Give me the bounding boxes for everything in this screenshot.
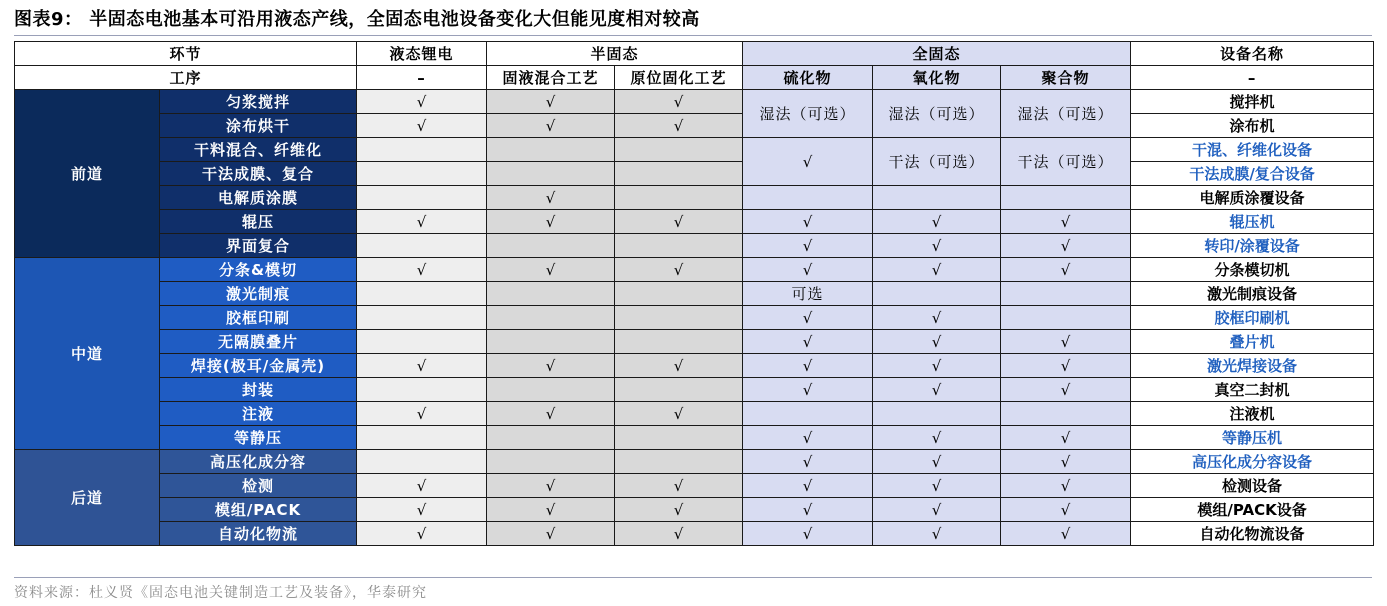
check-cell: √ — [873, 210, 1001, 234]
equipment-cell: 叠片机 — [1131, 330, 1374, 354]
optional-cell: 湿法（可选） — [873, 90, 1001, 138]
empty-cell — [357, 282, 487, 306]
empty-cell — [357, 138, 487, 162]
empty-cell — [487, 450, 615, 474]
check-cell: √ — [1001, 258, 1131, 282]
check-cell: √ — [1001, 354, 1131, 378]
check-cell: √ — [743, 234, 873, 258]
check-cell: √ — [743, 258, 873, 282]
step-cell: 注液 — [160, 402, 357, 426]
table-row — [15, 378, 1374, 402]
check-cell: √ — [743, 330, 873, 354]
check-cell: √ — [1001, 522, 1131, 546]
empty-cell — [487, 234, 615, 258]
empty-cell — [615, 234, 743, 258]
check-cell: √ — [743, 426, 873, 450]
empty-cell — [357, 426, 487, 450]
check-cell: √ — [487, 114, 615, 138]
empty-cell — [615, 330, 743, 354]
header-all-solid: 全固态 — [743, 42, 1131, 66]
empty-cell — [873, 402, 1001, 426]
empty-cell — [487, 282, 615, 306]
step-cell: 干料混合、纤维化 — [160, 138, 357, 162]
header-process: 工序 — [15, 66, 357, 90]
check-cell: √ — [1001, 210, 1131, 234]
step-cell: 高压化成分容 — [160, 450, 357, 474]
equipment-cell: 辊压机 — [1131, 210, 1374, 234]
empty-cell — [357, 234, 487, 258]
check-cell: √ — [873, 378, 1001, 402]
table-row — [15, 114, 1374, 138]
check-cell: √ — [873, 330, 1001, 354]
step-cell: 无隔膜叠片 — [160, 330, 357, 354]
check-cell: √ — [487, 90, 615, 114]
empty-cell — [357, 306, 487, 330]
check-cell: √ — [615, 402, 743, 426]
equipment-cell: 激光焊接设备 — [1131, 354, 1374, 378]
check-cell: √ — [1001, 426, 1131, 450]
step-cell: 辊压 — [160, 210, 357, 234]
step-cell: 胶框印刷 — [160, 306, 357, 330]
check-cell: √ — [487, 354, 615, 378]
empty-cell — [615, 138, 743, 162]
step-cell: 焊接(极耳/金属壳) — [160, 354, 357, 378]
source-note: 资料来源：杜义贤《固态电池关键制造工艺及装备》，华泰研究 — [14, 585, 427, 601]
check-cell: √ — [487, 474, 615, 498]
check-cell: √ — [873, 258, 1001, 282]
check-cell: √ — [743, 378, 873, 402]
step-cell: 分条&模切 — [160, 258, 357, 282]
check-cell: √ — [357, 210, 487, 234]
check-cell: √ — [487, 186, 615, 210]
check-cell: √ — [743, 522, 873, 546]
table-row — [15, 450, 1374, 474]
check-cell: √ — [743, 210, 873, 234]
optional-cell: 湿法（可选） — [1001, 90, 1131, 138]
check-cell: √ — [487, 210, 615, 234]
table-row — [15, 258, 1374, 282]
optional-cell: 干法（可选） — [1001, 138, 1131, 186]
empty-cell — [1001, 402, 1131, 426]
check-cell: √ — [487, 258, 615, 282]
table-row — [15, 210, 1374, 234]
group-back: 后道 — [15, 450, 160, 546]
empty-cell — [615, 162, 743, 186]
check-cell: √ — [743, 306, 873, 330]
table-row — [15, 186, 1374, 210]
equipment-cell: 电解质涂覆设备 — [1131, 186, 1374, 210]
header-semi-insitu: 原位固化工艺 — [615, 66, 743, 90]
empty-cell — [487, 426, 615, 450]
check-cell: √ — [1001, 234, 1131, 258]
empty-cell — [743, 402, 873, 426]
table-row — [15, 426, 1374, 450]
equipment-cell: 干混、纤维化设备 — [1131, 138, 1374, 162]
check-cell: √ — [615, 354, 743, 378]
equipment-cell: 注液机 — [1131, 402, 1374, 426]
figure-title: 图表9： 半固态电池基本可沿用液态产线，全固态电池设备变化大但能见度相对较高 — [14, 9, 700, 30]
check-cell: √ — [615, 210, 743, 234]
step-cell: 涂布烘干 — [160, 114, 357, 138]
process-equipment-table — [14, 41, 1374, 546]
check-cell: √ — [615, 114, 743, 138]
check-cell: √ — [615, 90, 743, 114]
step-cell: 封装 — [160, 378, 357, 402]
group-front: 前道 — [15, 90, 160, 258]
equipment-cell: 激光制痕设备 — [1131, 282, 1374, 306]
check-cell: √ — [743, 138, 873, 186]
empty-cell — [487, 378, 615, 402]
header-polymer: 聚合物 — [1001, 66, 1131, 90]
check-cell: √ — [1001, 498, 1131, 522]
empty-cell — [615, 186, 743, 210]
empty-cell — [487, 162, 615, 186]
equipment-cell: 等静压机 — [1131, 426, 1374, 450]
check-cell: √ — [1001, 330, 1131, 354]
table-row — [15, 282, 1374, 306]
check-cell: √ — [873, 522, 1001, 546]
table-row — [15, 234, 1374, 258]
check-cell: √ — [1001, 474, 1131, 498]
equipment-cell: 真空二封机 — [1131, 378, 1374, 402]
empty-cell — [615, 282, 743, 306]
check-cell: √ — [487, 498, 615, 522]
check-cell: √ — [743, 354, 873, 378]
step-cell: 检测 — [160, 474, 357, 498]
step-cell: 自动化物流 — [160, 522, 357, 546]
check-cell: √ — [357, 258, 487, 282]
empty-cell — [357, 378, 487, 402]
empty-cell — [357, 186, 487, 210]
check-cell: √ — [615, 474, 743, 498]
empty-cell — [615, 426, 743, 450]
empty-cell — [487, 330, 615, 354]
table-row — [15, 522, 1374, 546]
check-cell: √ — [873, 498, 1001, 522]
check-cell: √ — [357, 522, 487, 546]
check-cell: √ — [615, 522, 743, 546]
table-row — [15, 354, 1374, 378]
check-cell: √ — [743, 498, 873, 522]
check-cell: √ — [357, 114, 487, 138]
check-cell: √ — [357, 90, 487, 114]
equipment-cell: 检测设备 — [1131, 474, 1374, 498]
equipment-cell: 分条模切机 — [1131, 258, 1374, 282]
equipment-cell: 搅拌机 — [1131, 90, 1374, 114]
check-cell: √ — [357, 354, 487, 378]
header-semi-solid: 半固态 — [487, 42, 743, 66]
header-row-2 — [15, 66, 1374, 90]
optional-cell: 可选 — [743, 282, 873, 306]
check-cell: √ — [743, 474, 873, 498]
empty-cell — [615, 450, 743, 474]
table-row — [15, 138, 1374, 162]
step-cell: 激光制痕 — [160, 282, 357, 306]
step-cell: 电解质涂膜 — [160, 186, 357, 210]
check-cell: √ — [487, 402, 615, 426]
check-cell: √ — [873, 306, 1001, 330]
empty-cell — [615, 378, 743, 402]
check-cell: √ — [873, 354, 1001, 378]
table-row — [15, 474, 1374, 498]
optional-cell: 干法（可选） — [873, 138, 1001, 186]
empty-cell — [357, 450, 487, 474]
step-cell: 界面复合 — [160, 234, 357, 258]
empty-cell — [357, 330, 487, 354]
table-row — [15, 162, 1374, 186]
empty-cell — [487, 306, 615, 330]
check-cell: √ — [1001, 378, 1131, 402]
header-oxide: 氧化物 — [873, 66, 1001, 90]
empty-cell — [873, 282, 1001, 306]
table-row — [15, 402, 1374, 426]
step-cell: 干法成膜、复合 — [160, 162, 357, 186]
optional-cell: 湿法（可选） — [743, 90, 873, 138]
header-sulfide: 硫化物 — [743, 66, 873, 90]
equipment-cell: 模组/PACK设备 — [1131, 498, 1374, 522]
check-cell: √ — [615, 498, 743, 522]
table-row — [15, 306, 1374, 330]
header-semi-mixed: 固液混合工艺 — [487, 66, 615, 90]
header-liquid: 液态锂电 — [357, 42, 487, 66]
equipment-cell: 胶框印刷机 — [1131, 306, 1374, 330]
header-equipment-dash: – — [1131, 66, 1374, 90]
step-cell: 匀浆搅拌 — [160, 90, 357, 114]
header-equipment: 设备名称 — [1131, 42, 1374, 66]
check-cell: √ — [873, 474, 1001, 498]
empty-cell — [357, 162, 487, 186]
empty-cell — [1001, 282, 1131, 306]
title-divider — [14, 35, 1372, 36]
empty-cell — [1001, 186, 1131, 210]
empty-cell — [873, 186, 1001, 210]
check-cell: √ — [357, 402, 487, 426]
check-cell: √ — [873, 426, 1001, 450]
empty-cell — [615, 306, 743, 330]
empty-cell — [743, 186, 873, 210]
source-divider — [14, 577, 1372, 578]
header-liquid-dash: – — [357, 66, 487, 90]
empty-cell — [1001, 306, 1131, 330]
empty-cell — [487, 138, 615, 162]
table-row — [15, 90, 1374, 114]
check-cell: √ — [1001, 450, 1131, 474]
check-cell: √ — [873, 234, 1001, 258]
check-cell: √ — [743, 450, 873, 474]
equipment-cell: 转印/涂覆设备 — [1131, 234, 1374, 258]
header-segment: 环节 — [15, 42, 357, 66]
check-cell: √ — [357, 498, 487, 522]
step-cell: 等静压 — [160, 426, 357, 450]
table-row — [15, 498, 1374, 522]
equipment-cell: 涂布机 — [1131, 114, 1374, 138]
equipment-cell: 高压化成分容设备 — [1131, 450, 1374, 474]
step-cell: 模组/PACK — [160, 498, 357, 522]
equipment-cell: 自动化物流设备 — [1131, 522, 1374, 546]
check-cell: √ — [615, 258, 743, 282]
check-cell: √ — [873, 450, 1001, 474]
check-cell: √ — [487, 522, 615, 546]
group-middle: 中道 — [15, 258, 160, 450]
header-row-1 — [15, 42, 1374, 66]
table-row — [15, 330, 1374, 354]
equipment-cell: 干法成膜/复合设备 — [1131, 162, 1374, 186]
check-cell: √ — [357, 474, 487, 498]
